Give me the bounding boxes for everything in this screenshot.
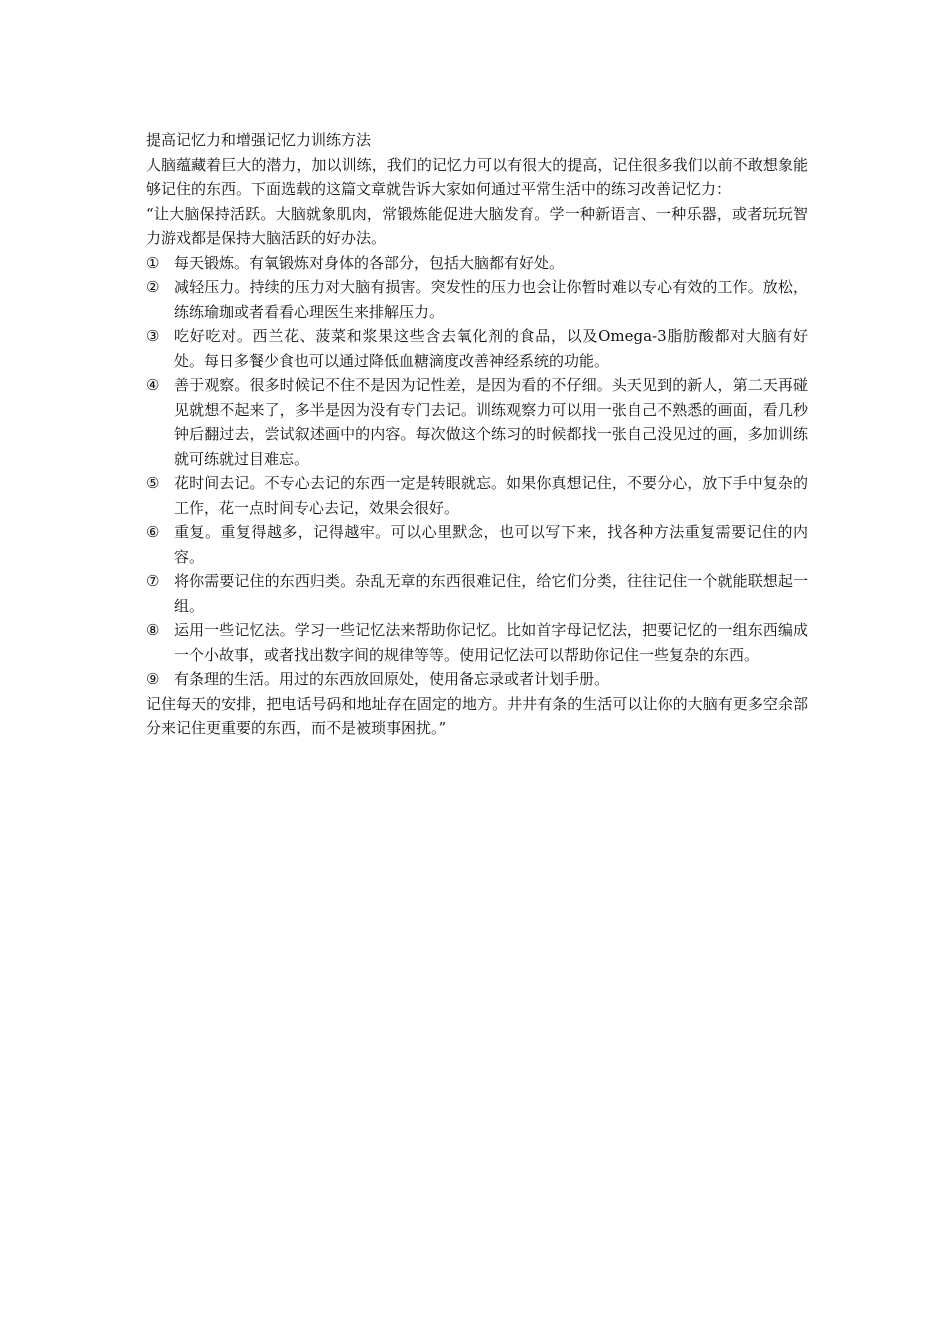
list-item-text: 有条理的生活。用过的东西放回原处，使用备忘录或者计划手册。 <box>174 670 610 688</box>
list-item <box>146 520 808 569</box>
list-item-text: 将你需要记住的东西归类。杂乱无章的东西很难记住，给它们分类，往往记住一个就能联想起一组。 <box>174 572 808 615</box>
list-item-text: 善于观察。很多时候记不住不是因为记性差，是因为看的不仔细。头天见到的新人，第二天再碰见就想不起来了，多半是因为没有专门去记。训练观察力可以用一张自己不熟悉的画面，看几秒钟后翻过去，尝试叙述画中的内容。每次做这个练习的时候都找一张自己没见过的画，多加训练就可练就过目难忘。 <box>174 376 808 468</box>
list-item-text: 重复。重复得越多，记得越牢。可以心里默念，也可以写下来，找各种方法重复需要记住的内容。 <box>174 523 808 566</box>
list-item-text: 每天锻炼。有氧锻炼对身体的各部分，包括大脑都有好处。 <box>174 253 565 272</box>
document-title: 提高记忆力和增强记忆力训练方法 <box>146 131 372 149</box>
list-item-marker: ⑧ <box>146 621 160 639</box>
list-item <box>146 667 808 692</box>
list-item <box>146 275 808 324</box>
list-item-marker: ④ <box>146 376 160 394</box>
list-item-text: 吃好吃对。西兰花、菠菜和浆果这些含去氧化剂的食品，以及Omega-3脂肪酸都对大脑有好处。每日多餐少食也可以通过降低血糖滴度改善神经系统的功能。 <box>174 327 808 370</box>
list-item <box>146 324 808 373</box>
list-item <box>146 373 808 471</box>
closing-paragraph: 记住每天的安排，把电话号码和地址存在固定的地方。井井有条的生活可以让你的大脑有更多空余部分来记住更重要的东西，而不是被琐事困扰。” <box>146 694 808 737</box>
list-item-text: 减轻压力。持续的压力对大脑有损害。突发性的压力也会让你暂时难以专心有效的工作。放松，练练瑜珈或者看看心理医生来排解压力。 <box>174 278 808 321</box>
list-item-marker: ⑦ <box>146 572 160 590</box>
list-item <box>146 618 808 667</box>
list-item-text: 花时间去记。不专心去记的东西一定是转眼就忘。如果你真想记住，不要分心，放下手中复杂的工作，花一点时间专心去记，效果会很好。 <box>174 474 808 517</box>
list-item <box>146 251 808 276</box>
list-item-marker: ③ <box>146 327 160 345</box>
list-item-marker: ⑤ <box>146 474 160 492</box>
list-item-text: 运用一些记忆法。学习一些记忆法来帮助你记忆。比如首字母记忆法，把要记忆的一组东西编成一个小故事，或者找出数字间的规律等等。使用记忆法可以帮助你记住一些复杂的东西。 <box>174 621 808 664</box>
list-item <box>146 471 808 520</box>
list-item-marker: ⑨ <box>146 670 160 688</box>
list-item <box>146 569 808 618</box>
tips-list <box>146 251 808 692</box>
quote-opening-paragraph: “让大脑保持活跃。大脑就象肌肉，常锻炼能促进大脑发育。学一种新语言、一种乐器，或者玩玩智力游戏都是保持大脑活跃的好办法。 <box>146 204 808 247</box>
document-page <box>146 128 808 741</box>
list-item-marker: ② <box>146 278 160 296</box>
intro-paragraph: 人脑蕴藏着巨大的潜力，加以训练，我们的记忆力可以有很大的提高，记住很多我们以前不敢想象能够记住的东西。下面选载的这篇文章就告诉大家如何通过平常生活中的练习改善记忆力： <box>146 155 808 198</box>
list-item-marker: ① <box>146 253 160 272</box>
list-item-marker: ⑥ <box>146 523 160 541</box>
